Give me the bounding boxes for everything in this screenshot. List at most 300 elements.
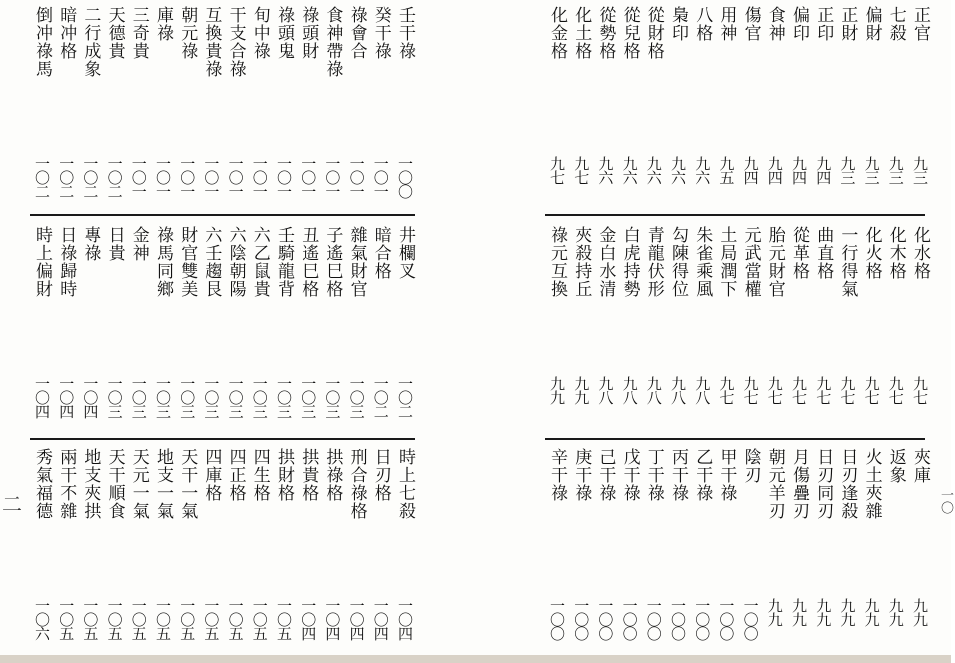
entry-name: 雜氣財官: [346, 226, 367, 298]
index-entry: [395, 226, 415, 418]
entry-name: 朝元羊刃: [764, 448, 785, 520]
entry-page-number: 一〇三: [275, 376, 293, 418]
entry-page-number: 一〇三: [226, 376, 245, 418]
entry-name: 日刃逢殺: [837, 448, 858, 520]
entry-name: 專祿: [80, 226, 101, 262]
entry-page-number: 九九: [548, 376, 566, 404]
entry-name: 地支夾拱: [80, 448, 101, 520]
index-entry: [104, 6, 125, 198]
entry-page-number: 一〇四: [81, 376, 100, 418]
entry-page-number: 九九: [862, 598, 881, 626]
index-entry: [668, 226, 688, 404]
entry-name: 四生格: [249, 448, 270, 502]
entry-page-number: 一〇五: [105, 598, 124, 640]
entry-name: 月傷疊刃: [789, 448, 809, 520]
section-divider: [545, 438, 925, 440]
entry-name: 金白水清: [595, 226, 616, 298]
scan-bottom-edge: [0, 655, 951, 663]
entry-name: 暗冲格: [56, 6, 77, 60]
entry-name: 倒冲祿馬: [32, 6, 52, 78]
entry-page-number: 九三: [886, 156, 905, 184]
index-entry: [225, 6, 246, 198]
entry-name: 化水格: [910, 226, 930, 280]
entry-name: 八格: [692, 6, 713, 42]
index-entry: [571, 448, 592, 640]
index-entry: [201, 448, 222, 640]
entry-name: 三奇貴: [128, 6, 149, 60]
entry-page-number: 九八: [669, 376, 687, 404]
entry-page-number: 一〇五: [154, 598, 172, 640]
entry-name: 六壬趨艮: [201, 226, 222, 298]
entry-page-number: 一〇〇: [620, 598, 639, 640]
entry-name: 偏印: [789, 6, 809, 42]
left-page: [0, 0, 470, 655]
entry-name: 子遙巳格: [322, 226, 343, 298]
entry-page-number: 九九: [814, 598, 833, 626]
index-entry: [80, 448, 101, 640]
index-entry: [225, 226, 246, 418]
entry-page-number: 九七: [862, 376, 881, 404]
index-entry: [837, 448, 858, 626]
index-entry: [619, 6, 640, 184]
entry-name: 井欄叉: [395, 226, 415, 280]
entry-page-number: 一〇三: [347, 376, 366, 418]
entry-page-number: 一〇四: [323, 598, 342, 640]
entry-name: 丁干祿: [643, 448, 664, 502]
index-entry: [764, 448, 785, 626]
entry-page-number: 一〇五: [57, 598, 76, 640]
index-entry: [274, 226, 294, 418]
index-entry: [153, 226, 173, 418]
entry-page-number: 九五: [717, 156, 736, 184]
entry-name: 夾庫: [910, 448, 930, 484]
entry-name: 拱財格: [274, 448, 294, 502]
index-entry: [104, 226, 125, 418]
index-entry: [274, 6, 294, 198]
entry-page-number: 一〇一: [154, 156, 172, 198]
entry-page-number: 一〇五: [178, 598, 197, 640]
entry-page-number: 一〇五: [202, 598, 221, 640]
index-entry: [32, 6, 52, 198]
entry-page-number: 九六: [644, 156, 663, 184]
index-entry: [547, 226, 567, 404]
entry-page-number: 一〇〇: [741, 598, 760, 640]
index-entry: [740, 6, 761, 184]
index-entry: [395, 448, 415, 640]
index-entry: [56, 6, 77, 198]
entry-name: 壬干祿: [395, 6, 415, 60]
entry-name: 食神帶祿: [322, 6, 343, 78]
index-entry: [885, 448, 906, 626]
entry-page-number: 一〇三: [154, 376, 172, 418]
index-entry: [322, 6, 343, 198]
index-entry: [595, 6, 616, 184]
entry-name: 祿會合: [346, 6, 367, 60]
entry-page-number: 九七: [886, 376, 905, 404]
index-entry: [370, 6, 391, 198]
entry-page-number: 九三: [911, 156, 929, 184]
entry-name: 乙干祿: [692, 448, 713, 502]
index-entry: [643, 448, 664, 640]
entry-name: 七殺: [885, 6, 906, 42]
entry-name: 一行得氣: [837, 226, 858, 298]
index-entry: [249, 448, 270, 640]
entry-page-number: 九九: [790, 598, 808, 626]
entry-name: 戊干祿: [619, 448, 640, 502]
index-entry: [346, 448, 367, 640]
index-entry: [643, 226, 664, 404]
index-entry: [547, 6, 567, 184]
entry-name: 日祿歸時: [56, 226, 77, 298]
index-entry: [716, 226, 737, 404]
index-entry: [595, 448, 616, 640]
entry-page-number: 九七: [741, 376, 760, 404]
entry-page-number: 九九: [911, 598, 929, 626]
entry-name: 正財: [837, 6, 858, 42]
entry-name: 兩干不雜: [56, 448, 77, 520]
entry-name: 白虎持勢: [619, 226, 640, 298]
entry-page-number: 一〇一: [275, 156, 293, 198]
entry-page-number: 九七: [548, 156, 566, 184]
entry-name: 己干祿: [595, 448, 616, 502]
index-entry: [370, 448, 391, 640]
index-entry: [322, 226, 343, 418]
entry-page-number: 一〇〇: [396, 156, 414, 198]
entry-name: 四庫格: [201, 448, 222, 502]
index-entry: [716, 448, 737, 640]
entry-name: 秀氣福德: [32, 448, 52, 520]
index-entry: [104, 448, 125, 640]
right-section-2: [470, 226, 951, 404]
entry-page-number: 一〇〇: [596, 598, 615, 640]
entry-page-number: 一〇二: [33, 156, 51, 198]
index-entry: [668, 448, 688, 640]
entry-page-number: 一〇一: [250, 156, 269, 198]
entry-name: 曲直格: [813, 226, 834, 280]
index-entry: [298, 448, 319, 640]
entry-name: 元武當權: [740, 226, 761, 298]
index-entry: [322, 448, 343, 640]
index-entry: [813, 226, 834, 404]
entry-name: 朝元祿: [177, 6, 198, 60]
index-entry: [32, 448, 52, 640]
entry-name: 日貴: [104, 226, 125, 262]
entry-page-number: 九四: [790, 156, 808, 184]
index-entry: [692, 226, 713, 404]
entry-page-number: 九三: [862, 156, 881, 184]
entry-name: 互換貴祿: [201, 6, 222, 78]
entry-page-number: 九八: [620, 376, 639, 404]
entry-name: 財官雙美: [177, 226, 198, 298]
entry-page-number: 一〇三: [323, 376, 342, 418]
index-entry: [595, 226, 616, 404]
index-entry: [813, 448, 834, 626]
index-entry: [910, 226, 930, 404]
entry-page-number: 一〇三: [202, 376, 221, 418]
entry-name: 時上偏財: [32, 226, 52, 298]
entry-page-number: 一〇四: [347, 598, 366, 640]
index-entry: [910, 6, 930, 184]
right-section-1: [470, 6, 951, 184]
index-entry: [910, 448, 930, 626]
entry-name: 正印: [813, 6, 834, 42]
entry-name: 祿頭鬼: [274, 6, 294, 60]
entry-page-number: 一〇一: [178, 156, 197, 198]
entry-name: 日刃同刃: [813, 448, 834, 520]
entry-name: 六乙鼠貴: [249, 226, 270, 298]
index-entry: [643, 6, 664, 184]
entry-name: 地支一氣: [153, 448, 173, 520]
entry-name: 化木格: [885, 226, 906, 280]
entry-page-number: 一〇三: [105, 376, 124, 418]
entry-page-number: 一〇〇: [717, 598, 736, 640]
index-entry: [177, 6, 198, 198]
index-entry: [547, 448, 567, 640]
entry-page-number: 九九: [838, 598, 857, 626]
entry-page-number: 一〇三: [178, 376, 197, 418]
entry-name: 干支合祿: [225, 6, 246, 78]
entry-page-number: 九六: [693, 156, 712, 184]
entry-name: 祿馬同鄉: [153, 226, 173, 298]
entry-page-number: 九四: [741, 156, 760, 184]
index-entry: [740, 448, 761, 640]
entry-page-number: 九三: [838, 156, 857, 184]
index-entry: [56, 226, 77, 418]
index-entry: [32, 226, 52, 418]
entry-name: 辛干祿: [547, 448, 567, 502]
index-entry: [153, 6, 173, 198]
entry-name: 日刃格: [370, 448, 391, 502]
entry-name: 從財格: [643, 6, 664, 60]
entry-name: 天干一氣: [177, 448, 198, 520]
entry-name: 天干順食: [104, 448, 125, 520]
entry-name: 拱貴格: [298, 448, 319, 502]
entry-name: 祿元互換: [547, 226, 567, 298]
index-entry: [668, 6, 688, 184]
entry-page-number: 一〇一: [371, 156, 390, 198]
entry-name: 庫祿: [153, 6, 173, 42]
entry-page-number: 一〇一: [226, 156, 245, 198]
index-entry: [80, 226, 101, 418]
entry-name: 食神: [764, 6, 785, 42]
index-entry: [885, 226, 906, 404]
right-page: [470, 0, 951, 655]
index-entry: [764, 226, 785, 404]
index-entry: [201, 226, 222, 418]
entry-page-number: 九九: [572, 376, 591, 404]
entry-name: 金神: [128, 226, 149, 262]
entry-name: 拱祿格: [322, 448, 343, 502]
entry-name: 偏財: [861, 6, 882, 42]
section-divider: [30, 438, 415, 440]
entry-page-number: 九七: [911, 376, 929, 404]
index-entry: [861, 6, 882, 184]
index-entry: [177, 448, 198, 640]
entry-page-number: 一〇一: [323, 156, 342, 198]
index-entry: [56, 448, 77, 640]
entry-name: 四正格: [225, 448, 246, 502]
entry-name: 六陰朝陽: [225, 226, 246, 298]
right-section-3: [470, 448, 951, 640]
index-entry: [177, 226, 198, 418]
entry-name: 陰刃: [740, 448, 761, 484]
entry-page-number: 一〇一: [202, 156, 221, 198]
entry-name: 傷官: [740, 6, 761, 42]
entry-name: 用神: [716, 6, 737, 42]
entry-page-number: 九六: [669, 156, 687, 184]
index-entry: [346, 226, 367, 418]
entry-name: 二行成象: [80, 6, 101, 78]
entry-name: 從兒格: [619, 6, 640, 60]
entry-name: 化土格: [571, 6, 592, 60]
entry-name: 梟印: [668, 6, 688, 42]
entry-page-number: 一〇〇: [669, 598, 687, 640]
index-entry: [395, 6, 415, 198]
index-entry: [716, 6, 737, 184]
entry-name: 暗合格: [370, 226, 391, 280]
entry-page-number: 一〇四: [33, 376, 51, 418]
index-entry: [128, 6, 149, 198]
entry-page-number: 一〇四: [57, 376, 76, 418]
index-entry: [571, 226, 592, 404]
entry-name: 從革格: [789, 226, 809, 280]
entry-name: 甲干祿: [716, 448, 737, 502]
index-entry: [298, 6, 319, 198]
entry-name: 旬中祿: [249, 6, 270, 60]
entry-page-number: 一〇四: [371, 598, 390, 640]
entry-name: 火土夾雜: [861, 448, 882, 520]
entry-name: 胎元財官: [764, 226, 785, 298]
entry-page-number: 一〇〇: [693, 598, 712, 640]
entry-name: 朱雀乘風: [692, 226, 713, 298]
index-entry: [885, 6, 906, 184]
index-entry: [370, 226, 391, 418]
entry-name: 丑遙巳格: [298, 226, 319, 298]
entry-page-number: 一〇三: [299, 376, 318, 418]
index-entry: [789, 6, 809, 184]
entry-name: 夾殺持丘: [571, 226, 592, 298]
entry-page-number: 九九: [886, 598, 905, 626]
index-entry: [249, 6, 270, 198]
entry-name: 時上七殺: [395, 448, 415, 520]
entry-page-number: 九八: [596, 376, 615, 404]
entry-page-number: 九七: [838, 376, 857, 404]
index-entry: [153, 448, 173, 640]
index-entry: [861, 448, 882, 626]
entry-page-number: 一〇三: [129, 376, 148, 418]
entry-page-number: 一〇五: [250, 598, 269, 640]
index-entry: [692, 448, 713, 640]
index-entry: [249, 226, 270, 418]
index-entry: [128, 226, 149, 418]
left-section-3: [0, 448, 470, 640]
entry-page-number: 九七: [814, 376, 833, 404]
entry-page-number: 一〇五: [275, 598, 293, 640]
entry-name: 土局潤下: [716, 226, 737, 298]
index-entry: [764, 6, 785, 184]
entry-name: 天德貴: [104, 6, 125, 60]
entry-name: 從勢格: [595, 6, 616, 60]
index-entry: [837, 226, 858, 404]
index-entry: [861, 226, 882, 404]
entry-page-number: 一〇二: [396, 376, 414, 418]
entry-page-number: 一〇六: [33, 598, 51, 640]
index-entry: [201, 6, 222, 198]
entry-page-number: 一〇五: [226, 598, 245, 640]
left-section-2: [0, 226, 470, 418]
index-entry: [298, 226, 319, 418]
entry-name: 祿頭財: [298, 6, 319, 60]
index-entry: [789, 448, 809, 626]
entry-page-number: 九九: [765, 598, 784, 626]
entry-name: 正官: [910, 6, 930, 42]
entry-name: 天元一氣: [128, 448, 149, 520]
index-entry: [80, 6, 101, 198]
index-entry: [837, 6, 858, 184]
entry-page-number: 一〇一: [347, 156, 366, 198]
entry-page-number: 九四: [765, 156, 784, 184]
left-section-1: [0, 6, 470, 198]
index-entry: [740, 226, 761, 404]
entry-page-number: 一〇〇: [644, 598, 663, 640]
index-entry: [225, 448, 246, 640]
entry-name: 刑合祿格: [346, 448, 367, 520]
entry-page-number: 一〇二: [371, 376, 390, 418]
index-entry: [692, 6, 713, 184]
entry-page-number: 九八: [693, 376, 712, 404]
entry-page-number: 九八: [644, 376, 663, 404]
index-entry: [813, 6, 834, 184]
left-margin-mark: 二: [2, 492, 22, 516]
index-entry: [619, 226, 640, 404]
entry-page-number: 九七: [572, 156, 591, 184]
entry-page-number: 一〇四: [299, 598, 318, 640]
entry-name: 壬騎龍背: [274, 226, 294, 298]
index-entry: [274, 448, 294, 640]
entry-page-number: 一〇三: [250, 376, 269, 418]
entry-page-number: 一〇二: [81, 156, 100, 198]
entry-page-number: 九七: [765, 376, 784, 404]
entry-name: 勾陳得位: [668, 226, 688, 298]
entry-page-number: 一〇〇: [548, 598, 566, 640]
entry-name: 返象: [885, 448, 906, 484]
entry-page-number: 九七: [790, 376, 808, 404]
entry-name: 庚干祿: [571, 448, 592, 502]
right-margin-mark: 一〇: [938, 488, 953, 514]
entry-name: 丙干祿: [668, 448, 688, 502]
entry-page-number: 一〇五: [81, 598, 100, 640]
entry-page-number: 九六: [596, 156, 615, 184]
index-entry: [346, 6, 367, 198]
entry-name: 青龍伏形: [643, 226, 664, 298]
entry-page-number: 九七: [717, 376, 736, 404]
index-entry: [789, 226, 809, 404]
entry-page-number: 九四: [814, 156, 833, 184]
entry-page-number: 一〇二: [105, 156, 124, 198]
entry-page-number: 一〇一: [129, 156, 148, 198]
entry-page-number: 一〇〇: [572, 598, 591, 640]
entry-name: 化金格: [547, 6, 567, 60]
index-entry: [128, 448, 149, 640]
entry-page-number: 一〇四: [396, 598, 414, 640]
entry-page-number: 九六: [620, 156, 639, 184]
index-entry: [619, 448, 640, 640]
entry-page-number: 一〇二: [57, 156, 76, 198]
entry-page-number: 一〇一: [299, 156, 318, 198]
entry-page-number: 一〇五: [129, 598, 148, 640]
entry-name: 癸干祿: [370, 6, 391, 60]
entry-name: 化火格: [861, 226, 882, 280]
